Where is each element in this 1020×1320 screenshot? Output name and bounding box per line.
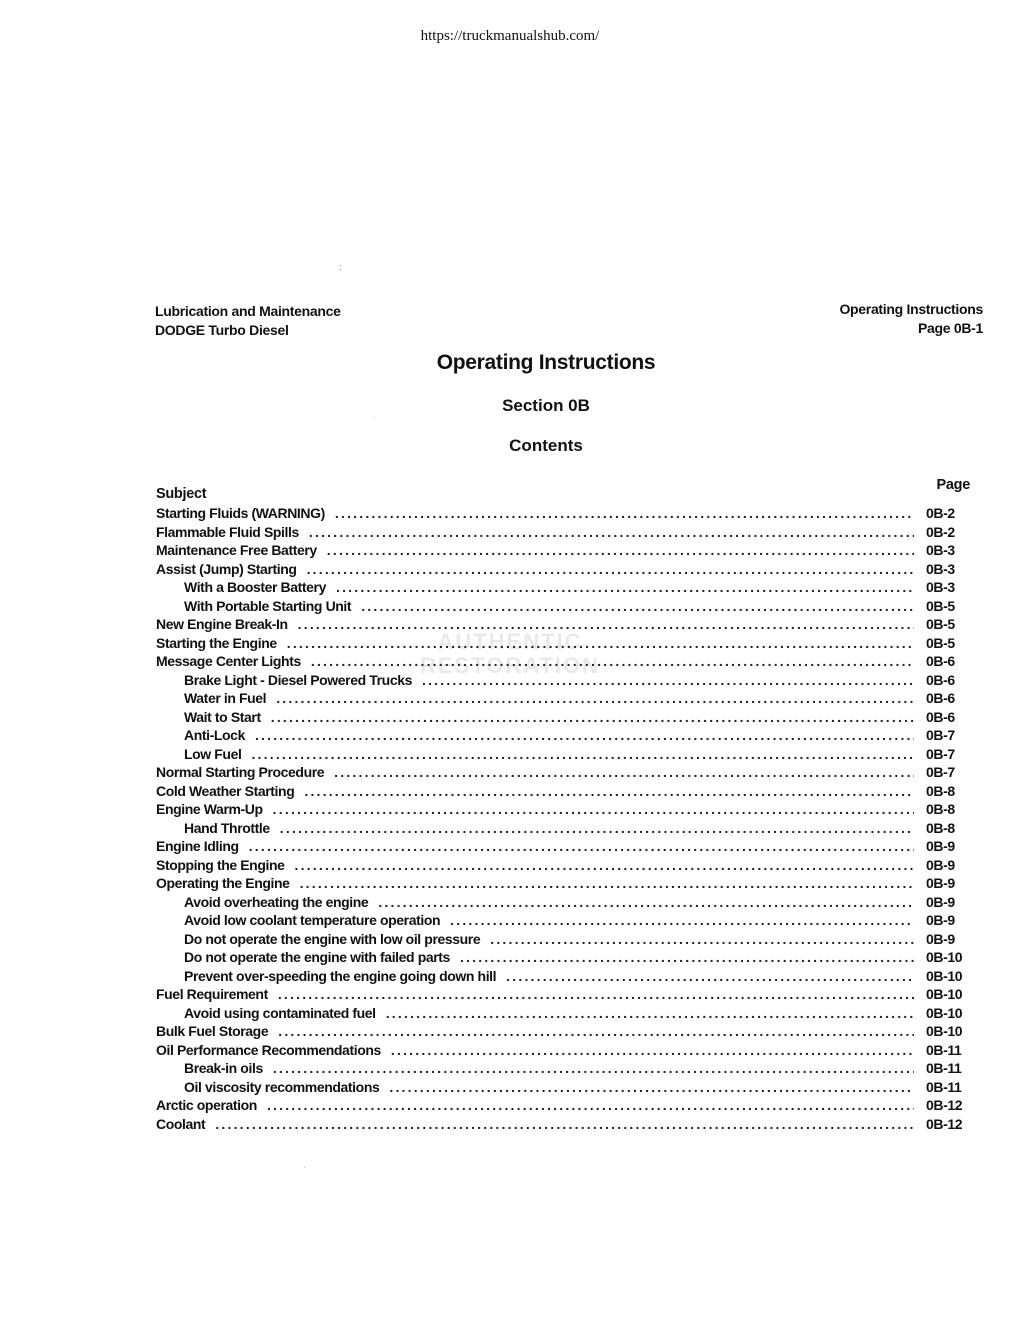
toc-entry-label: Engine Warm-Up — [156, 801, 263, 817]
toc-entry-label: Fuel Requirement — [156, 986, 268, 1002]
toc-entry[interactable] — [156, 986, 970, 1005]
toc-entry-label: Flammable Fluid Spills — [156, 523, 299, 540]
toc-entry[interactable] — [156, 764, 970, 783]
toc-entry-page: 0B-10 — [926, 949, 963, 965]
toc-entry-page: 0B-7 — [926, 764, 955, 780]
toc-entry-label: Prevent over-speeding the engine going down hill — [184, 967, 497, 984]
dot-leader — [378, 894, 914, 910]
chapter-name: Operating Instructions — [839, 301, 983, 317]
toc-entry-label: With Portable Starting Unit — [184, 597, 352, 614]
toc-entry[interactable] — [156, 616, 970, 635]
page-number: Page 0B-1 — [918, 320, 983, 336]
toc-entry-label: With a Booster Battery — [184, 579, 326, 595]
toc-entry[interactable] — [156, 949, 970, 968]
toc-entry-page: 0B-10 — [926, 967, 963, 984]
dot-leader — [280, 820, 914, 836]
toc-entry[interactable] — [156, 931, 970, 950]
dot-leader — [361, 598, 914, 614]
dot-leader — [273, 1060, 914, 1076]
toc-entry-page: 0B-7 — [926, 727, 955, 743]
dot-leader — [278, 986, 914, 1002]
toc-entry[interactable] — [156, 1005, 970, 1024]
toc-entry-label: Do not operate the engine with failed parts — [184, 949, 450, 965]
toc-entry[interactable] — [156, 1097, 970, 1116]
toc-entry-page: 0B-7 — [926, 745, 955, 762]
dot-leader — [278, 1023, 914, 1039]
toc-entry-page: 0B-12 — [926, 1115, 963, 1132]
dot-leader — [335, 505, 914, 521]
toc-entry[interactable] — [156, 912, 970, 931]
dot-leader — [490, 931, 914, 947]
dot-leader — [450, 912, 914, 928]
toc-entry-label: Stopping the Engine — [156, 856, 285, 873]
toc-entry-label: New Engine Break-In — [156, 616, 288, 632]
dot-leader — [271, 709, 914, 725]
dot-leader — [386, 1005, 914, 1021]
scan-speck: · — [372, 412, 375, 422]
dot-leader — [311, 653, 914, 669]
toc-entry-page: 0B-6 — [926, 708, 955, 725]
toc-entry-page: 0B-10 — [926, 986, 963, 1002]
contents-heading: Contents — [509, 436, 583, 455]
dot-leader — [389, 1079, 914, 1095]
toc-entry[interactable] — [156, 783, 970, 802]
toc-entry[interactable] — [156, 894, 970, 913]
toc-entry-label: Water in Fuel — [184, 690, 267, 706]
table-of-contents — [156, 477, 970, 1134]
toc-entry-label: Avoid low coolant temperature operation — [184, 912, 441, 928]
toc-entry[interactable] — [156, 801, 970, 820]
dot-leader — [309, 524, 914, 540]
toc-entry-page: 0B-6 — [926, 671, 955, 688]
toc-entry-label: Engine Idling — [156, 838, 239, 854]
toc-entry-page: 0B-8 — [926, 801, 955, 817]
dot-leader — [391, 1042, 914, 1058]
toc-entry-page: 0B-5 — [926, 597, 955, 614]
dot-leader — [304, 783, 914, 799]
toc-list — [156, 505, 970, 1134]
dot-leader — [422, 672, 914, 688]
toc-entry-page: 0B-9 — [926, 893, 955, 910]
dot-leader — [273, 801, 914, 817]
dot-leader — [276, 690, 914, 706]
toc-entry-page: 0B-8 — [926, 819, 955, 836]
toc-entry-label: Assist (Jump) Starting — [156, 560, 297, 577]
toc-entry[interactable] — [156, 727, 970, 746]
toc-entry[interactable] — [156, 968, 970, 987]
toc-entry[interactable] — [156, 1079, 970, 1098]
toc-entry[interactable] — [156, 1060, 970, 1079]
toc-entry-label: Wait to Start — [184, 708, 261, 725]
toc-entry-label: Starting Fluids (WARNING) — [156, 505, 325, 521]
toc-entry-page: 0B-5 — [926, 616, 955, 632]
toc-entry[interactable] — [156, 1023, 970, 1042]
dot-leader — [327, 542, 914, 558]
toc-entry[interactable] — [156, 598, 970, 617]
toc-entry-page: 0B-2 — [926, 523, 955, 540]
toc-entry-label: Brake Light - Diesel Powered Trucks — [184, 671, 412, 688]
toc-entry-page: 0B-12 — [926, 1097, 963, 1113]
dot-leader — [215, 1116, 914, 1132]
toc-entry[interactable] — [156, 838, 970, 857]
toc-entry-label: Oil viscosity recommendations — [184, 1078, 380, 1095]
scan-speck: · — [303, 1162, 306, 1172]
toc-entry-page: 0B-11 — [926, 1041, 962, 1058]
toc-entry-page: 0B-6 — [926, 653, 955, 669]
toc-entry-label: Normal Starting Procedure — [156, 764, 325, 780]
dot-leader — [506, 968, 914, 984]
toc-entry-page: 0B-9 — [926, 930, 955, 947]
source-url[interactable]: https://truckmanualshub.com/ — [420, 28, 600, 44]
toc-entry[interactable] — [156, 672, 970, 691]
toc-entry[interactable] — [156, 653, 970, 672]
manual-title: Lubrication and Maintenance — [155, 303, 341, 319]
toc-entry-page: 0B-9 — [926, 875, 955, 891]
toc-entry-label: Anti-Lock — [184, 727, 245, 743]
toc-entry-label: Do not operate the engine with low oil pressure — [184, 930, 481, 947]
toc-entry[interactable] — [156, 1042, 970, 1061]
toc-entry-label: Break-in oils — [184, 1060, 263, 1076]
running-header-left — [155, 302, 341, 340]
toc-entry-page: 0B-6 — [926, 690, 955, 706]
subject-column-header: Subject — [156, 486, 207, 502]
watermark-line-2: RESTORATION — [419, 653, 601, 678]
toc-entry[interactable] — [156, 1116, 970, 1135]
toc-entry-label: Avoid using contaminated fuel — [184, 1004, 376, 1021]
toc-entry-page: 0B-2 — [926, 505, 955, 521]
toc-entry[interactable] — [156, 875, 970, 894]
toc-entry[interactable] — [156, 524, 970, 543]
dot-leader — [307, 561, 914, 577]
toc-entry-page: 0B-3 — [926, 579, 955, 595]
scan-speck: ; — [339, 262, 342, 272]
toc-entry-page: 0B-9 — [926, 838, 955, 854]
dot-leader — [287, 635, 914, 651]
toc-entry-page: 0B-11 — [926, 1078, 962, 1095]
toc-entry-label: Bulk Fuel Storage — [156, 1023, 269, 1039]
toc-entry-page: 0B-8 — [926, 782, 955, 799]
toc-entry[interactable] — [156, 746, 970, 765]
page-column-header: Page — [936, 477, 970, 493]
toc-entry-page: 0B-9 — [926, 912, 955, 928]
toc-entry-page: 0B-11 — [926, 1060, 962, 1076]
toc-entry-page: 0B-3 — [926, 542, 955, 558]
dot-leader — [298, 616, 914, 632]
toc-entry[interactable] — [156, 505, 970, 524]
toc-entry[interactable] — [156, 579, 970, 598]
toc-entry[interactable] — [156, 709, 970, 728]
toc-entry-label: Message Center Lights — [156, 653, 301, 669]
toc-entry-label: Cold Weather Starting — [156, 782, 295, 799]
vehicle-name: DODGE Turbo Diesel — [155, 322, 289, 338]
running-header-right — [839, 300, 983, 338]
dot-leader — [295, 857, 915, 873]
toc-entry-label: Avoid overheating the engine — [184, 893, 369, 910]
toc-entry-label: Oil Performance Recommendations — [156, 1041, 381, 1058]
toc-entry[interactable] — [156, 690, 970, 709]
toc-entry-label: Coolant — [156, 1115, 206, 1132]
toc-entry[interactable] — [156, 561, 970, 580]
dot-leader — [267, 1097, 914, 1113]
toc-entry-label: Operating the Engine — [156, 875, 290, 891]
page-title: Operating Instructions — [436, 351, 656, 374]
toc-entry-page: 0B-9 — [926, 856, 955, 873]
dot-leader — [249, 838, 914, 854]
toc-entry-label: Low Fuel — [184, 745, 242, 762]
dot-leader — [251, 746, 914, 762]
dot-leader — [336, 579, 914, 595]
toc-entry-label: Hand Throttle — [184, 819, 270, 836]
toc-entry-page: 0B-10 — [926, 1004, 963, 1021]
toc-entry-label: Arctic operation — [156, 1097, 257, 1113]
toc-entry-page: 0B-10 — [926, 1023, 963, 1039]
toc-entry[interactable] — [156, 635, 970, 654]
dot-leader — [255, 727, 914, 743]
section-label: Section 0B — [502, 396, 590, 415]
watermark-line-1: AUTHENTIC — [437, 629, 583, 654]
toc-entry[interactable] — [156, 820, 970, 839]
dot-leader — [334, 764, 914, 780]
dot-leader — [460, 949, 914, 965]
toc-entry-label: Maintenance Free Battery — [156, 542, 317, 558]
toc-entry[interactable] — [156, 857, 970, 876]
toc-entry-page: 0B-3 — [926, 560, 955, 577]
dot-leader — [300, 875, 914, 891]
toc-entry-page: 0B-5 — [926, 634, 955, 651]
toc-entry[interactable] — [156, 542, 970, 561]
toc-entry-label: Starting the Engine — [156, 634, 277, 651]
toc-header — [156, 477, 970, 502]
